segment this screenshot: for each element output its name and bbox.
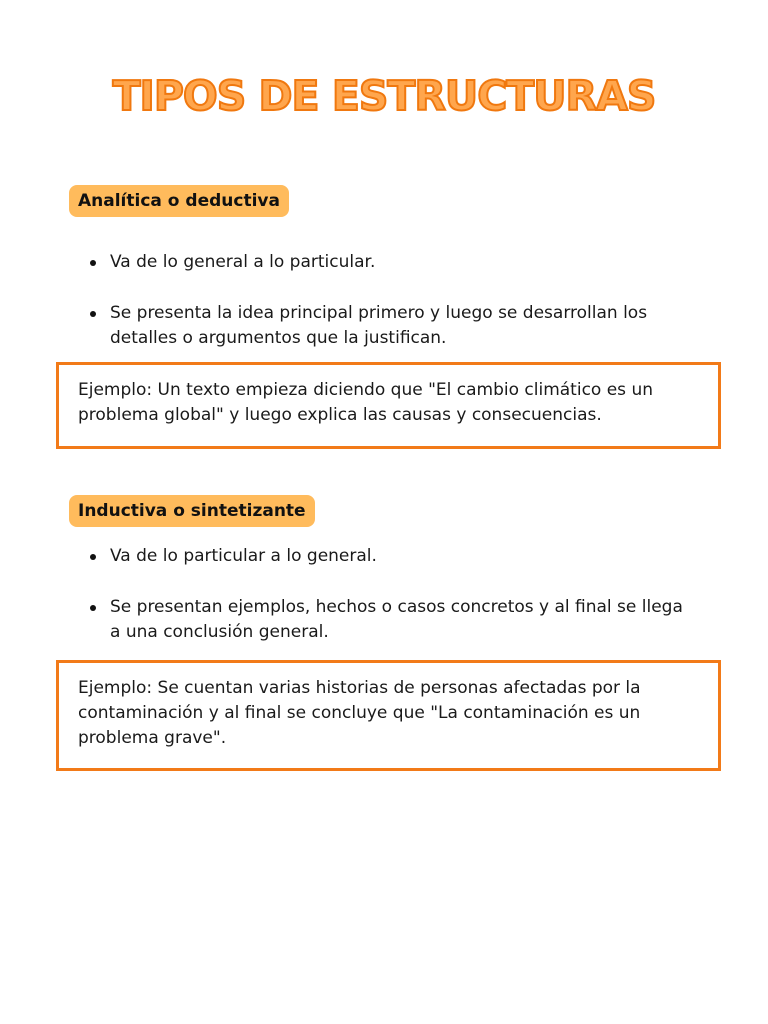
section-tag-analitica: Analítica o deductiva — [69, 185, 289, 217]
list-item: Se presentan ejemplos, hechos o casos concretos y al final se llega a una conclusión general. — [86, 595, 696, 645]
list-item: Va de lo particular a lo general. — [86, 544, 696, 569]
example-box-inductiva — [56, 660, 721, 771]
example-text: Ejemplo: Se cuentan varias historias de personas afectadas por la contaminación y al final se concluye que "La contaminación es un problema grave". — [78, 678, 641, 748]
list-item: Se presenta la idea principal primero y luego se desarrollan los detalles o argumentos que la justifican. — [86, 301, 696, 351]
list-item: Va de lo general a lo particular. — [86, 250, 696, 275]
example-text: Ejemplo: Un texto empieza diciendo que "El cambio climático es un problema global" y luego explica las causas y consecuencias. — [78, 380, 653, 425]
bullet-list-inductiva — [86, 544, 696, 645]
section-tag-inductiva: Inductiva o sintetizante — [69, 495, 315, 527]
bullet-list-analitica — [86, 250, 696, 351]
page-title: TIPOS DE ESTRUCTURAS — [112, 72, 656, 120]
example-box-analitica — [56, 362, 721, 449]
